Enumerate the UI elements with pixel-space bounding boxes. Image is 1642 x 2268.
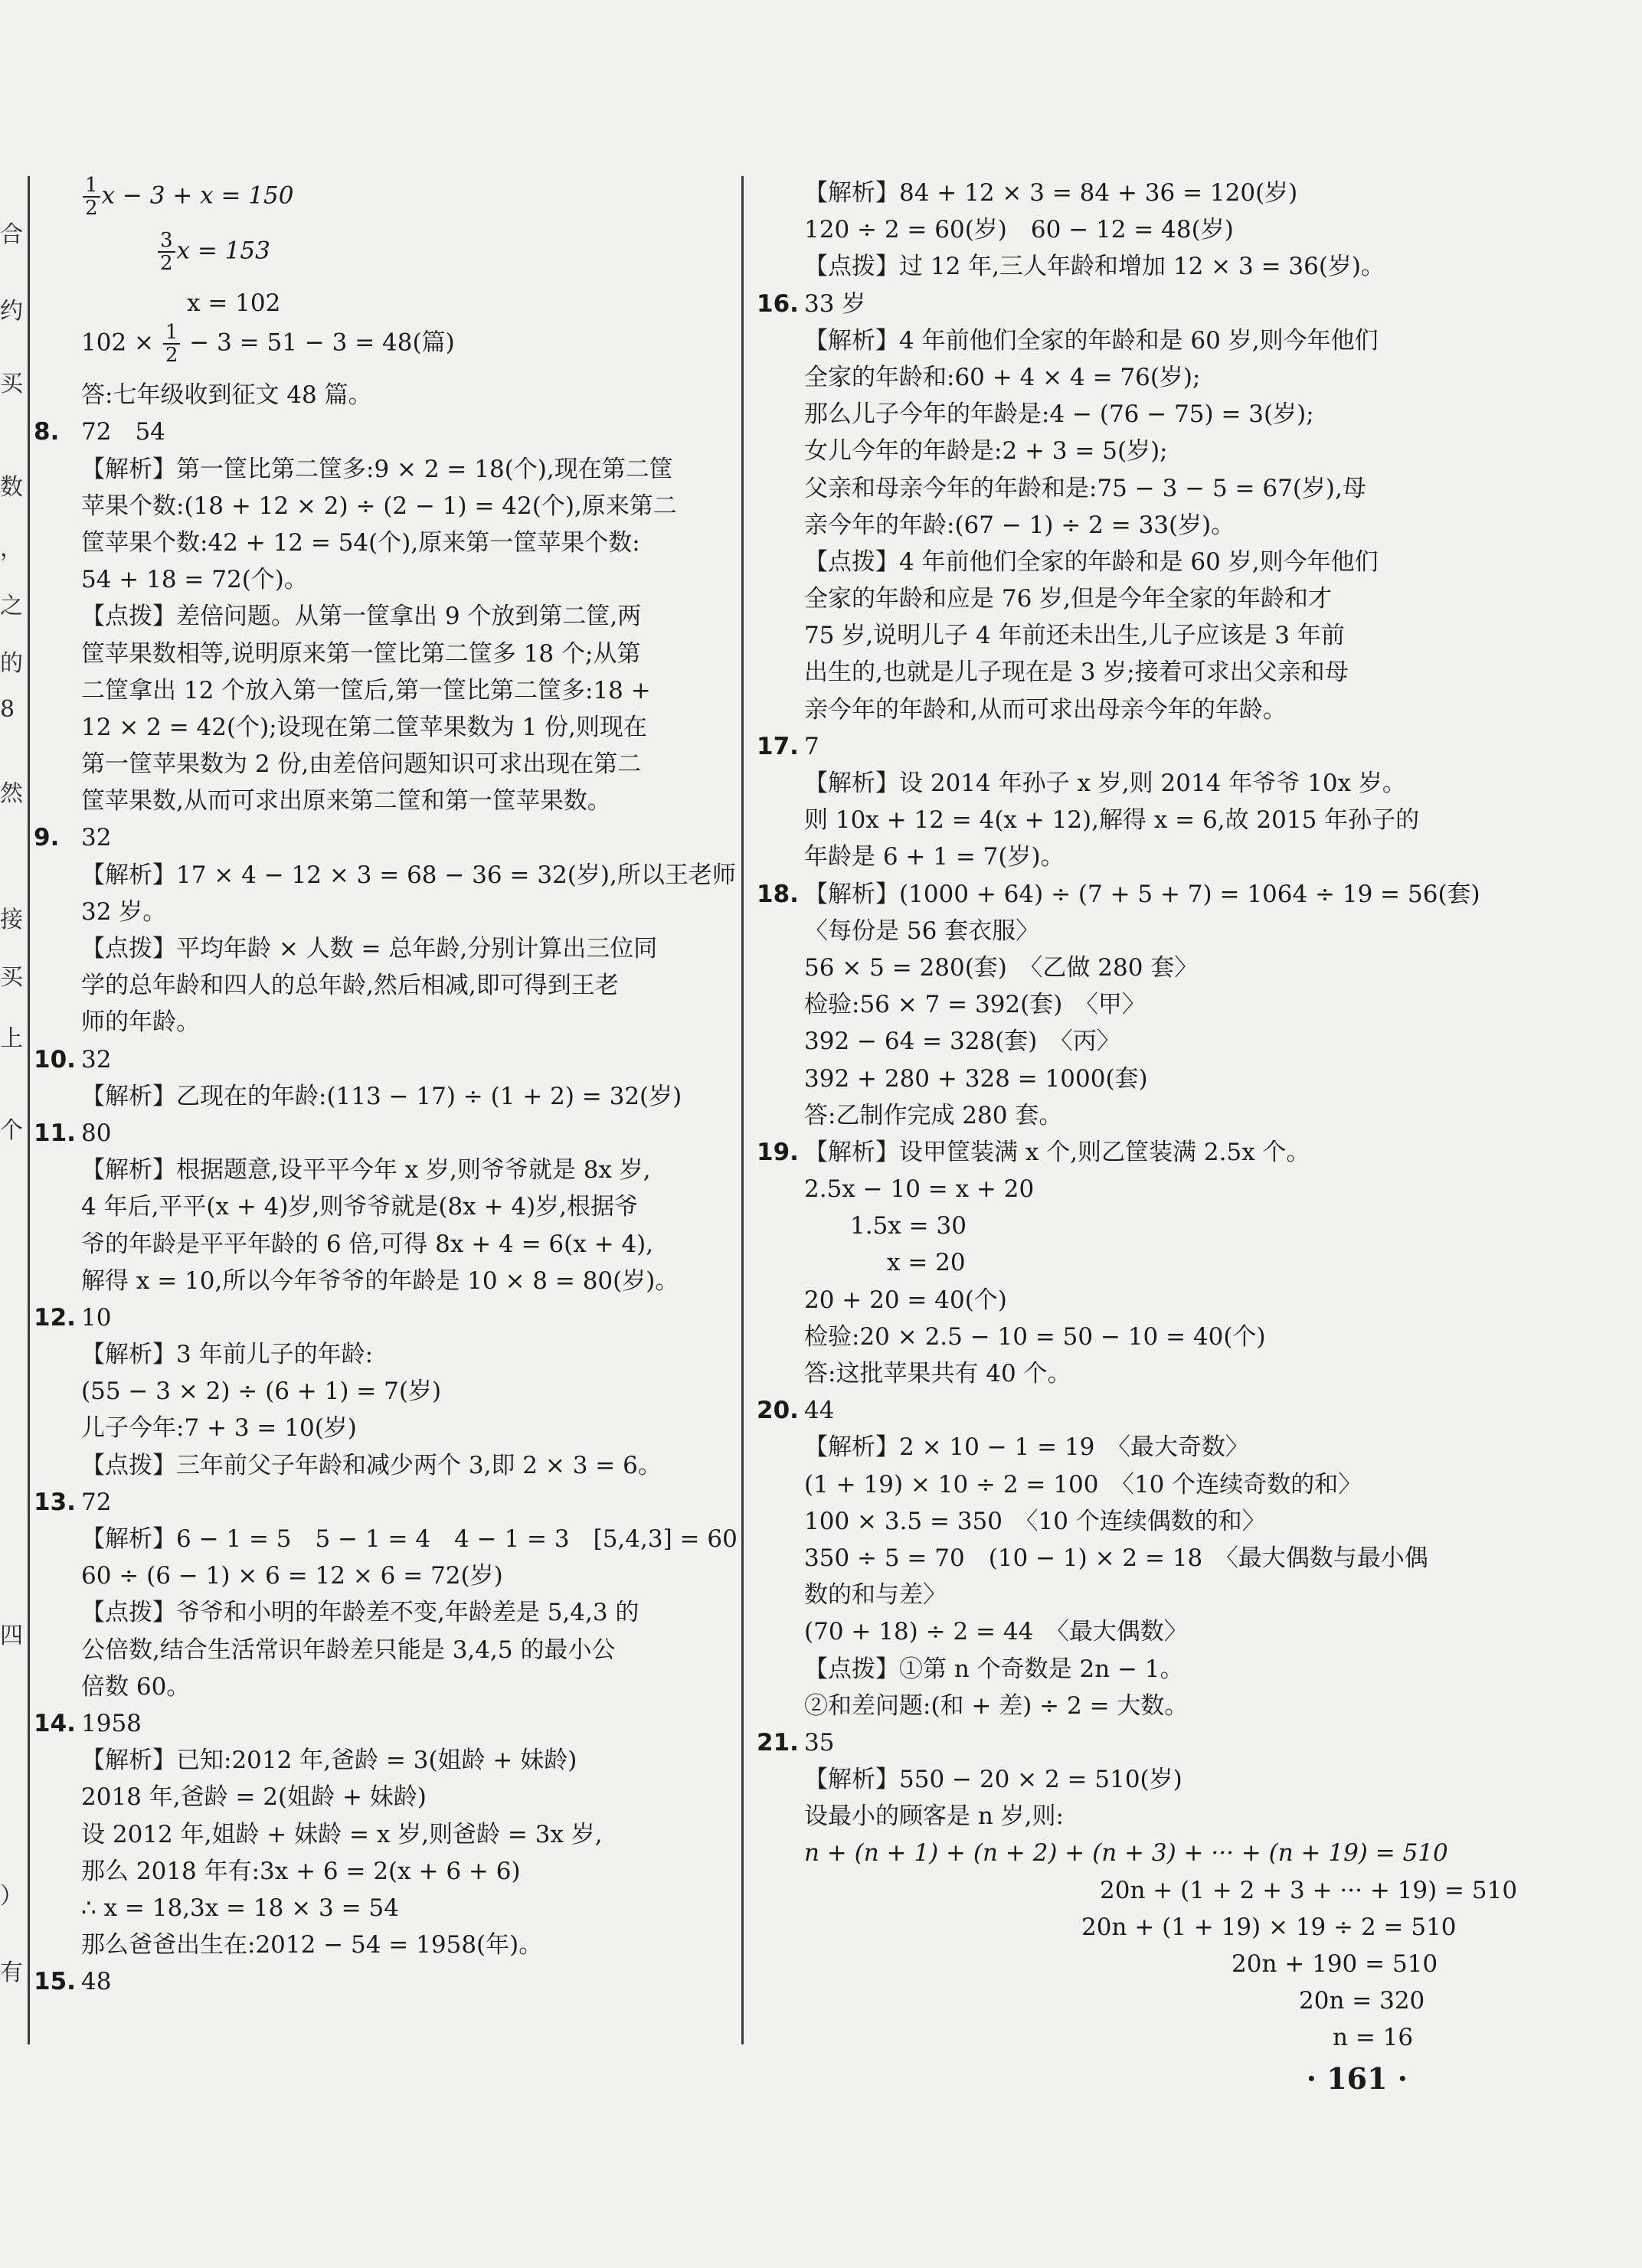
equation-line: 102 × $\frac{1}{2}$ − 3 = 51 − 3 = 48(篇) bbox=[81, 321, 455, 368]
text-line: 亲今年的年龄:(67 − 1) ÷ 2 = 33(岁)。 bbox=[804, 511, 1235, 539]
equation-line: 1.5x = 30 bbox=[850, 1212, 967, 1240]
text-line: 全家的年龄和应是 76 岁,但是今年全家的年龄和才 bbox=[804, 585, 1333, 613]
gutter-char: 之 bbox=[0, 593, 23, 619]
text-line: 师的年龄。 bbox=[81, 1008, 200, 1037]
left-column bbox=[34, 174, 738, 2000]
equation-line: $\frac{1}{2}$ x − 3 + x = 150 bbox=[34, 175, 734, 230]
text-line: 【解析】已知:2012 年,爸龄 = 3(姐龄 + 妹龄) bbox=[81, 1747, 577, 1775]
fraction: $\frac{3}{2}$ bbox=[158, 230, 175, 274]
text-line: 苹果个数:(18 + 12 × 2) ÷ (2 − 1) = 42(个),原来第二 bbox=[81, 492, 677, 520]
text-line: 亲今年的年龄和,从而可求出母亲今年的年龄。 bbox=[804, 695, 1287, 724]
text-line: 那么 2018 年有:3x + 6 = 2(x + 6 + 6) bbox=[81, 1857, 521, 1885]
text-line: (70 + 18) ÷ 2 = 44 〈最大偶数〉 bbox=[804, 1618, 1188, 1646]
gutter-char: 买 bbox=[0, 964, 23, 991]
answer-line: 答:七年级收到征文 48 篇。 bbox=[81, 381, 372, 410]
question-17: 17. 7 bbox=[757, 732, 819, 760]
text-line: 筐苹果数相等,说明原来第一筐比第二筐多 18 个;从第 bbox=[81, 639, 641, 668]
text-line: 60 ÷ (6 − 1) × 6 = 12 × 6 = 72(岁) bbox=[81, 1562, 503, 1590]
equation-line: n + (n + 1) + (n + 2) + (n + 3) + ··· + (n + 19) = 510 bbox=[804, 1839, 1448, 1868]
equation-line: 2.5x − 10 = x + 20 bbox=[804, 1175, 1035, 1204]
text-line: ∴ x = 18,3x = 18 × 3 = 54 bbox=[81, 1894, 399, 1922]
text-line: (1 + 19) × 10 ÷ 2 = 100 〈10 个连续奇数的和〉 bbox=[804, 1470, 1362, 1498]
text-line: 爷的年龄是平平年龄的 6 倍,可得 8x + 4 = 6(x + 4), bbox=[81, 1230, 654, 1258]
text-line: 筐苹果个数:42 + 12 = 54(个),原来第一筐苹果个数: bbox=[81, 528, 640, 557]
equation-line: x = 20 bbox=[887, 1249, 966, 1277]
text-line: 【点拨】平均年龄 × 人数 = 总年龄,分别计算出三位同 bbox=[81, 935, 658, 962]
text-line: 4 年后,平平(x + 4)岁,则爷爷就是(8x + 4)岁,根据爷 bbox=[81, 1193, 639, 1221]
binding-gutter bbox=[0, 176, 23, 2044]
gutter-char: 然 bbox=[0, 780, 23, 807]
right-column bbox=[757, 175, 1523, 2057]
question-14: 14. 1958 bbox=[34, 1709, 142, 1737]
text-line: 【解析】550 − 20 × 2 = 510(岁) bbox=[804, 1766, 1182, 1794]
question-13: 13. 72 bbox=[34, 1488, 112, 1516]
gutter-char: ） bbox=[0, 1883, 23, 1910]
text-line: 【解析】17 × 4 − 12 × 3 = 68 − 36 = 32(岁),所以王老师 bbox=[81, 861, 736, 889]
question-8: 8. 72 54 bbox=[34, 418, 165, 446]
question-9: 9. 32 bbox=[34, 824, 112, 852]
text-line: 筐苹果数,从而可求出原来第二筐和第一筐苹果数。 bbox=[81, 787, 611, 815]
equation-line: 20n + (1 + 19) × 19 ÷ 2 = 510 bbox=[1081, 1913, 1457, 1941]
column-divider bbox=[741, 176, 744, 2044]
text-line: 〈每份是 56 套衣服〉 bbox=[804, 917, 1040, 945]
text-line: 那么爸爸出生在:2012 − 54 = 1958(年)。 bbox=[81, 1931, 543, 1959]
fraction: $\frac{1}{2}$ bbox=[163, 322, 181, 366]
text-line: 2018 年,爸龄 = 2(姐龄 + 妹龄) bbox=[81, 1783, 427, 1812]
equation-line: 20n + 190 = 510 bbox=[1232, 1950, 1438, 1978]
gutter-divider bbox=[28, 176, 30, 2044]
text-line: 那么儿子今年的年龄是:4 − (76 − 75) = 3(岁); bbox=[804, 400, 1314, 429]
question-20: 20. 44 bbox=[757, 1397, 835, 1425]
text-line: 学的总年龄和四人的总年龄,然后相减,即可得到王老 bbox=[81, 972, 619, 1000]
text-line: 【点拨】差倍问题。从第一筐拿出 9 个放到第二筐,两 bbox=[81, 603, 642, 631]
text-line: 全家的年龄和:60 + 4 × 4 = 76(岁); bbox=[804, 363, 1201, 391]
text-line: 解得 x = 10,所以今年爷爷的年龄是 10 × 8 = 80(岁)。 bbox=[81, 1266, 679, 1295]
text-line: 答:这批苹果共有 40 个。 bbox=[804, 1360, 1071, 1387]
text-line: 120 ÷ 2 = 60(岁) 60 − 12 = 48(岁) bbox=[804, 216, 1234, 244]
text-line: 设最小的顾客是 n 岁,则: bbox=[804, 1802, 1064, 1831]
text-line: 答:乙制作完成 280 套。 bbox=[804, 1101, 1063, 1129]
text-line: 【点拨】过 12 年,三人年龄和增加 12 × 3 = 36(岁)。 bbox=[804, 253, 1385, 281]
text-line: 392 − 64 = 328(套) 〈丙〉 bbox=[804, 1028, 1120, 1056]
question-18: 18. 【解析】(1000 + 64) ÷ (7 + 5 + 7) = 1064 ÷ 19 = 56(套) bbox=[757, 880, 1480, 908]
text-line: 检验:20 × 2.5 − 10 = 50 − 10 = 40(个) bbox=[804, 1322, 1266, 1351]
text-line: 12 × 2 = 42(个);设现在第二筐苹果数为 1 份,则现在 bbox=[81, 713, 647, 741]
question-10: 10. 32 bbox=[34, 1045, 112, 1074]
gutter-char: 上 bbox=[0, 1025, 23, 1052]
text-line: 数的和与差〉 bbox=[804, 1581, 947, 1609]
text-line: 32 岁。 bbox=[81, 897, 167, 926]
question-15: 15. 48 bbox=[34, 1968, 112, 1996]
text-line: 20 + 20 = 40(个) bbox=[804, 1286, 1007, 1314]
text-line: ②和差问题:(和 + 差) ÷ 2 = 大数。 bbox=[804, 1691, 1189, 1720]
text-line: 【解析】乙现在的年龄:(113 − 17) ÷ (1 + 2) = 32(岁) bbox=[81, 1082, 682, 1110]
text-line: 100 × 3.5 = 350 〈10 个连续偶数的和〉 bbox=[804, 1507, 1266, 1535]
text-line: 54 + 18 = 72(个)。 bbox=[81, 566, 308, 594]
text-line: 【解析】4 年前他们全家的年龄和是 60 岁,则今年他们 bbox=[804, 326, 1379, 355]
equation-line: $\frac{3}{2}$ x = 153 bbox=[34, 230, 734, 285]
text-line: (55 − 3 × 2) ÷ (6 + 1) = 7(岁) bbox=[81, 1377, 442, 1406]
text-line: 儿子今年:7 + 3 = 10(岁) bbox=[81, 1414, 357, 1443]
text-line: 【解析】6 − 1 = 5 5 − 1 = 4 4 − 1 = 3 [5,4,3] = 60 bbox=[81, 1525, 738, 1553]
text-line: 父亲和母亲今年的年龄和是:75 − 3 − 5 = 67(岁),母 bbox=[804, 474, 1366, 502]
gutter-char: 四 bbox=[0, 1623, 23, 1649]
gutter-char: 有 bbox=[0, 1959, 23, 1986]
question-16: 16. 33 岁 bbox=[757, 289, 866, 318]
equation-line: x = 102 bbox=[187, 289, 281, 317]
gutter-char: ， bbox=[0, 535, 23, 562]
gutter-char: 8 bbox=[0, 696, 15, 723]
text-line: 【解析】第一筐比第二筐多:9 × 2 = 18(个),现在第二筐 bbox=[81, 455, 673, 483]
question-11: 11. 80 bbox=[34, 1119, 112, 1147]
text-line: 【解析】2 × 10 − 1 = 19 〈最大奇数〉 bbox=[804, 1433, 1249, 1462]
text-line: 56 × 5 = 280(套) 〈乙做 280 套〉 bbox=[804, 953, 1199, 982]
text-line: 【解析】84 + 12 × 3 = 84 + 36 = 120(岁) bbox=[804, 179, 1298, 207]
question-19: 19. 【解析】设甲筐装满 x 个,则乙筐装满 2.5x 个。 bbox=[757, 1138, 1310, 1166]
gutter-char: 的 bbox=[0, 650, 23, 677]
text-line: 【点拨】4 年前他们全家的年龄和是 60 岁,则今年他们 bbox=[804, 547, 1379, 576]
text-line: 【解析】根据题意,设平平今年 x 岁,则爷爷就是 8x 岁, bbox=[81, 1156, 651, 1185]
text-line: 则 10x + 12 = 4(x + 12),解得 x = 6,故 2015 年孙子的 bbox=[804, 806, 1420, 835]
fraction: $\frac{1}{2}$ bbox=[83, 175, 100, 219]
text-line: 【点拨】①第 n 个奇数是 2n − 1。 bbox=[804, 1655, 1184, 1683]
text-line: 倍数 60。 bbox=[81, 1672, 191, 1701]
gutter-char: 约 bbox=[0, 298, 23, 325]
page-number: · 161 · bbox=[1306, 2061, 1408, 2096]
text-line: 350 ÷ 5 = 70 (10 − 1) × 2 = 18 〈最大偶数与最小偶 bbox=[804, 1544, 1428, 1572]
text-line: 二筐拿出 12 个放入第一筐后,第一筐比第二筐多:18 + bbox=[81, 676, 651, 704]
text-line: 【点拨】爷爷和小明的年龄差不变,年龄差是 5,4,3 的 bbox=[81, 1599, 639, 1627]
text-line: 【解析】3 年前儿子的年龄: bbox=[81, 1341, 374, 1369]
text-line: 公倍数,结合生活常识年龄差只能是 3,4,5 的最小公 bbox=[81, 1636, 616, 1664]
text-line: 出生的,也就是儿子现在是 3 岁;接着可求出父亲和母 bbox=[804, 659, 1349, 687]
text-line: 第一筐苹果数为 2 份,由差倍问题知识可求出现在第二 bbox=[81, 750, 642, 779]
equation-line: n = 16 bbox=[1333, 2024, 1414, 2052]
equation-line: 20n + (1 + 2 + 3 + ··· + 19) = 510 bbox=[1100, 1876, 1518, 1904]
text-line: 女儿今年的年龄是:2 + 3 = 5(岁); bbox=[804, 437, 1168, 466]
text-line: 年龄是 6 + 1 = 7(岁)。 bbox=[804, 843, 1065, 871]
equation-line: 20n = 320 bbox=[1299, 1987, 1425, 2015]
text-line: 75 岁,说明儿子 4 年前还未出生,儿子应该是 3 年前 bbox=[804, 622, 1345, 650]
text-line: 【解析】设 2014 年孙子 x 岁,则 2014 年爷爷 10x 岁。 bbox=[804, 770, 1406, 797]
text-line: 【点拨】三年前父子年龄和减少两个 3,即 2 × 3 = 6。 bbox=[81, 1451, 662, 1479]
gutter-char: 买 bbox=[0, 371, 23, 397]
text-line: 设 2012 年,姐龄 + 妹龄 = x 岁,则爸龄 = 3x 岁, bbox=[81, 1820, 603, 1848]
question-12: 12. 10 bbox=[34, 1303, 112, 1332]
text-line: 392 + 280 + 328 = 1000(套) bbox=[804, 1064, 1148, 1093]
question-21: 21. 35 bbox=[757, 1728, 835, 1757]
gutter-char: 数 bbox=[0, 474, 23, 501]
gutter-char: 合 bbox=[0, 221, 23, 248]
text-line: 检验:56 × 7 = 392(套) 〈甲〉 bbox=[804, 991, 1146, 1019]
gutter-char: 个 bbox=[0, 1117, 23, 1144]
gutter-char: 接 bbox=[0, 907, 23, 933]
